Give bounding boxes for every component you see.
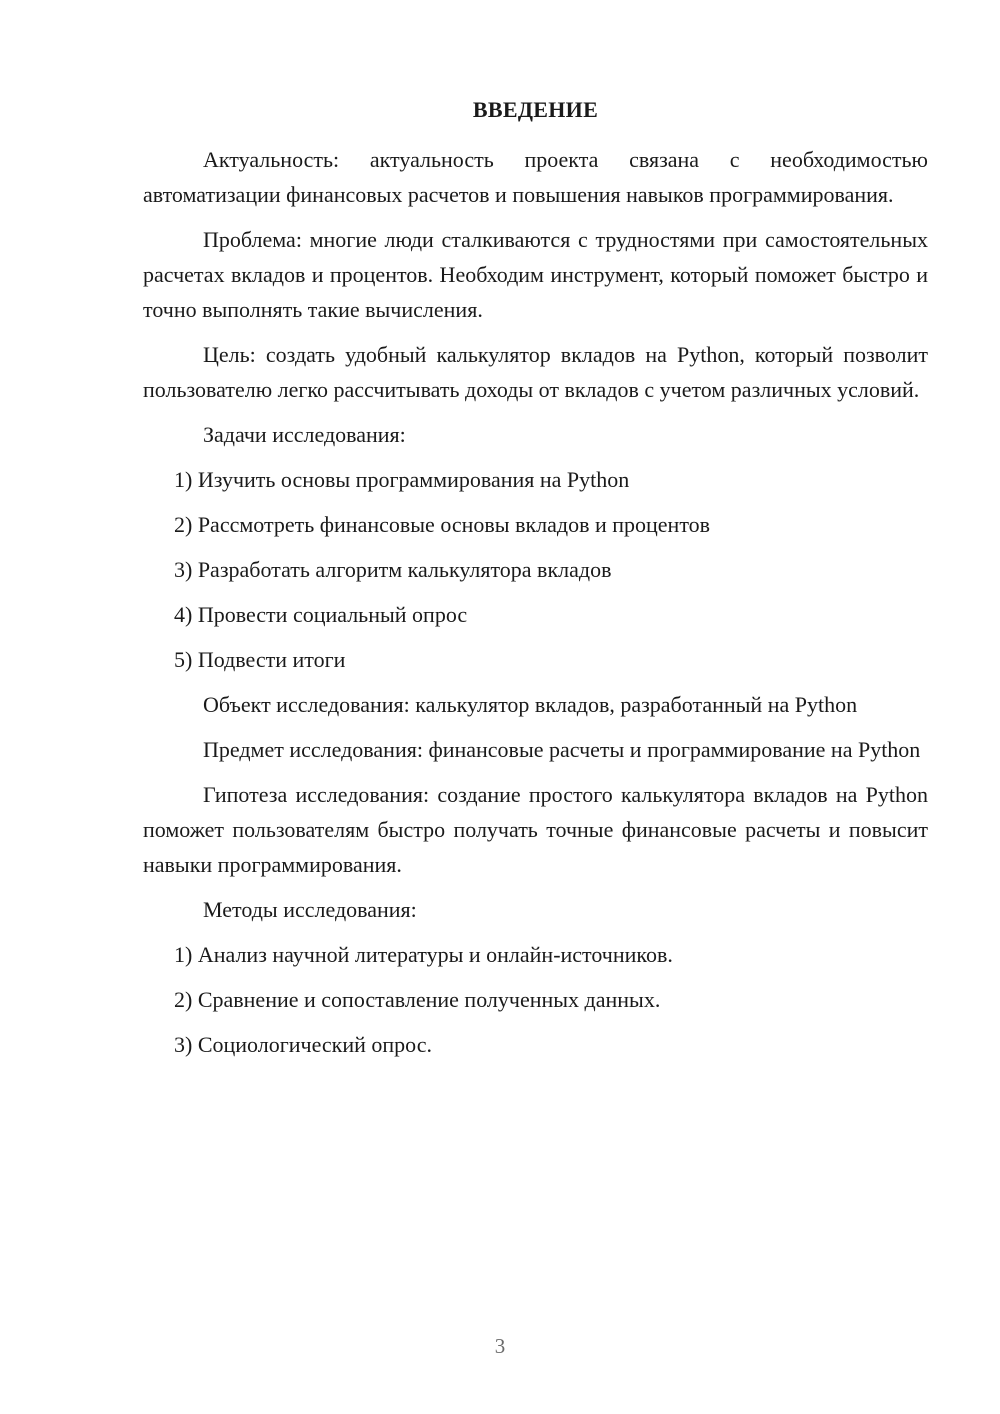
problem-paragraph: Проблема: многие люди сталкиваются с трудностями при самостоятельных расчетах вкладов и процентов. Необходим инструмент, который поможет быстро и точно выполнять такие вычисления. xyxy=(143,227,928,322)
tasks-title: Задачи исследования: xyxy=(203,422,406,447)
list-item: 3) Социологический опрос. xyxy=(174,1032,432,1057)
list-item: 1) Изучить основы программирования на Python xyxy=(174,467,630,492)
document-page xyxy=(143,96,928,1072)
page-number: 3 xyxy=(494,1334,506,1358)
relevance-paragraph: Актуальность: актуальность проекта связана с необходимостью автоматизации финансовых расчетов и повышения навыков программирования. xyxy=(143,147,928,207)
hypothesis-paragraph: Гипотеза исследования: создание простого калькулятора вкладов на Python поможет пользователям быстро получать точные финансовые расчеты и повысит навыки программирования. xyxy=(143,782,928,877)
list-item: 5) Подвести итоги xyxy=(174,647,346,672)
goal-paragraph: Цель: создать удобный калькулятор вкладов на Python, который позволит пользователю легко рассчитывать доходы от вкладов с учетом различных условий. xyxy=(143,342,928,402)
list-item: 2) Сравнение и сопоставление полученных данных. xyxy=(174,987,661,1012)
methods-title: Методы исследования: xyxy=(203,897,417,922)
tasks-list xyxy=(143,462,928,677)
subject-paragraph: Предмет исследования: финансовые расчеты и программирование на Python xyxy=(203,737,921,762)
list-item: 1) Анализ научной литературы и онлайн-источников. xyxy=(174,942,673,967)
list-item: 4) Провести социальный опрос xyxy=(174,602,468,627)
list-item: 3) Разработать алгоритм калькулятора вкладов xyxy=(174,557,612,582)
object-paragraph: Объект исследования: калькулятор вкладов, разработанный на Python xyxy=(203,692,858,717)
section-heading: ВВЕДЕНИЕ xyxy=(472,97,599,122)
methods-list xyxy=(143,937,928,1062)
list-item: 2) Рассмотреть финансовые основы вкладов и процентов xyxy=(174,512,711,537)
